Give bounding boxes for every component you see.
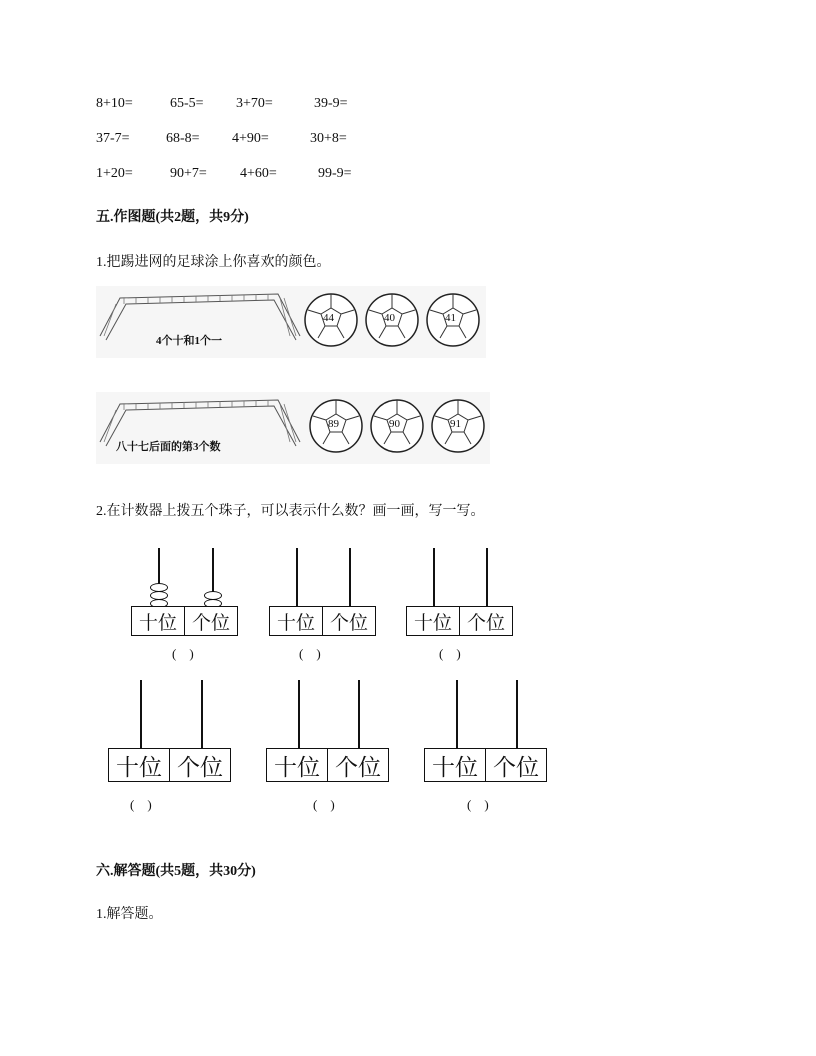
answer-blank[interactable]: ( ) [172,646,194,661]
equation: 90+7= [170,166,207,181]
equation: 30+8= [310,131,347,146]
ball-number[interactable]: 40 [384,312,395,324]
ball-number[interactable]: 44 [323,312,334,324]
ones-rod [486,548,488,606]
place-value-box [406,606,513,636]
goal-figure [96,286,486,358]
tens-label: 十位 [116,754,162,781]
tens-rod [298,680,300,750]
tens-rod [433,548,435,606]
ones-rod [201,680,203,750]
section-heading: 五.作图题(共2题，共9分) [96,210,249,225]
goal-net-illustration [96,286,486,358]
answer-blank[interactable]: ( ) [467,797,489,812]
ones-rod [516,680,518,750]
goal-caption: 4个十和1个一 [156,335,222,347]
equation: 4+60= [240,166,277,181]
ball-number[interactable]: 90 [389,418,400,430]
answer-blank[interactable]: ( ) [130,797,152,812]
place-value-box [131,606,238,636]
tens-rod [140,680,142,750]
answer-blank[interactable]: ( ) [299,646,321,661]
question-text: 1.解答题。 [96,907,163,922]
equation: 37-7= [96,131,130,146]
ball-number[interactable]: 41 [445,312,456,324]
goal-figure [96,392,490,464]
ones-label: 个位 [184,607,237,635]
tens-label: 十位 [276,611,315,634]
equation: 65-5= [170,96,204,111]
section-heading: 六.解答题(共5题，共30分) [96,864,256,879]
tens-label: 十位 [274,754,320,781]
answer-blank[interactable]: ( ) [313,797,335,812]
equation: 8+10= [96,96,133,111]
equation: 3+70= [236,96,273,111]
place-value-box [424,748,547,782]
ones-label: 个位 [485,749,546,781]
equation: 39-9= [314,96,348,111]
tens-rod [296,548,298,606]
ones-label: 个位 [459,607,512,635]
ones-label: 个位 [169,749,230,781]
place-value-box [266,748,389,782]
ones-rod [358,680,360,750]
tens-label: 十位 [413,611,452,634]
tens-label: 十位 [432,754,478,781]
tens-label: 十位 [138,611,177,634]
answer-blank[interactable]: ( ) [439,646,461,661]
place-value-box [108,748,231,782]
equation: 4+90= [232,131,269,146]
place-value-box [269,606,376,636]
ball-number[interactable]: 91 [450,418,461,430]
ones-label: 个位 [327,749,388,781]
question-text: 1.把踢进网的足球涂上你喜欢的颜色。 [96,255,331,270]
goal-caption: 八十七后面的第3个数 [116,441,221,453]
ones-rod [349,548,351,606]
equation: 1+20= [96,166,133,181]
ones-label: 个位 [322,607,375,635]
tens-rod [456,680,458,750]
question-text: 2.在计数器上拨五个珠子，可以表示什么数？画一画，写一写。 [96,504,485,519]
equation: 99-9= [318,166,352,181]
ball-number[interactable]: 89 [328,418,339,430]
equation: 68-8= [166,131,200,146]
